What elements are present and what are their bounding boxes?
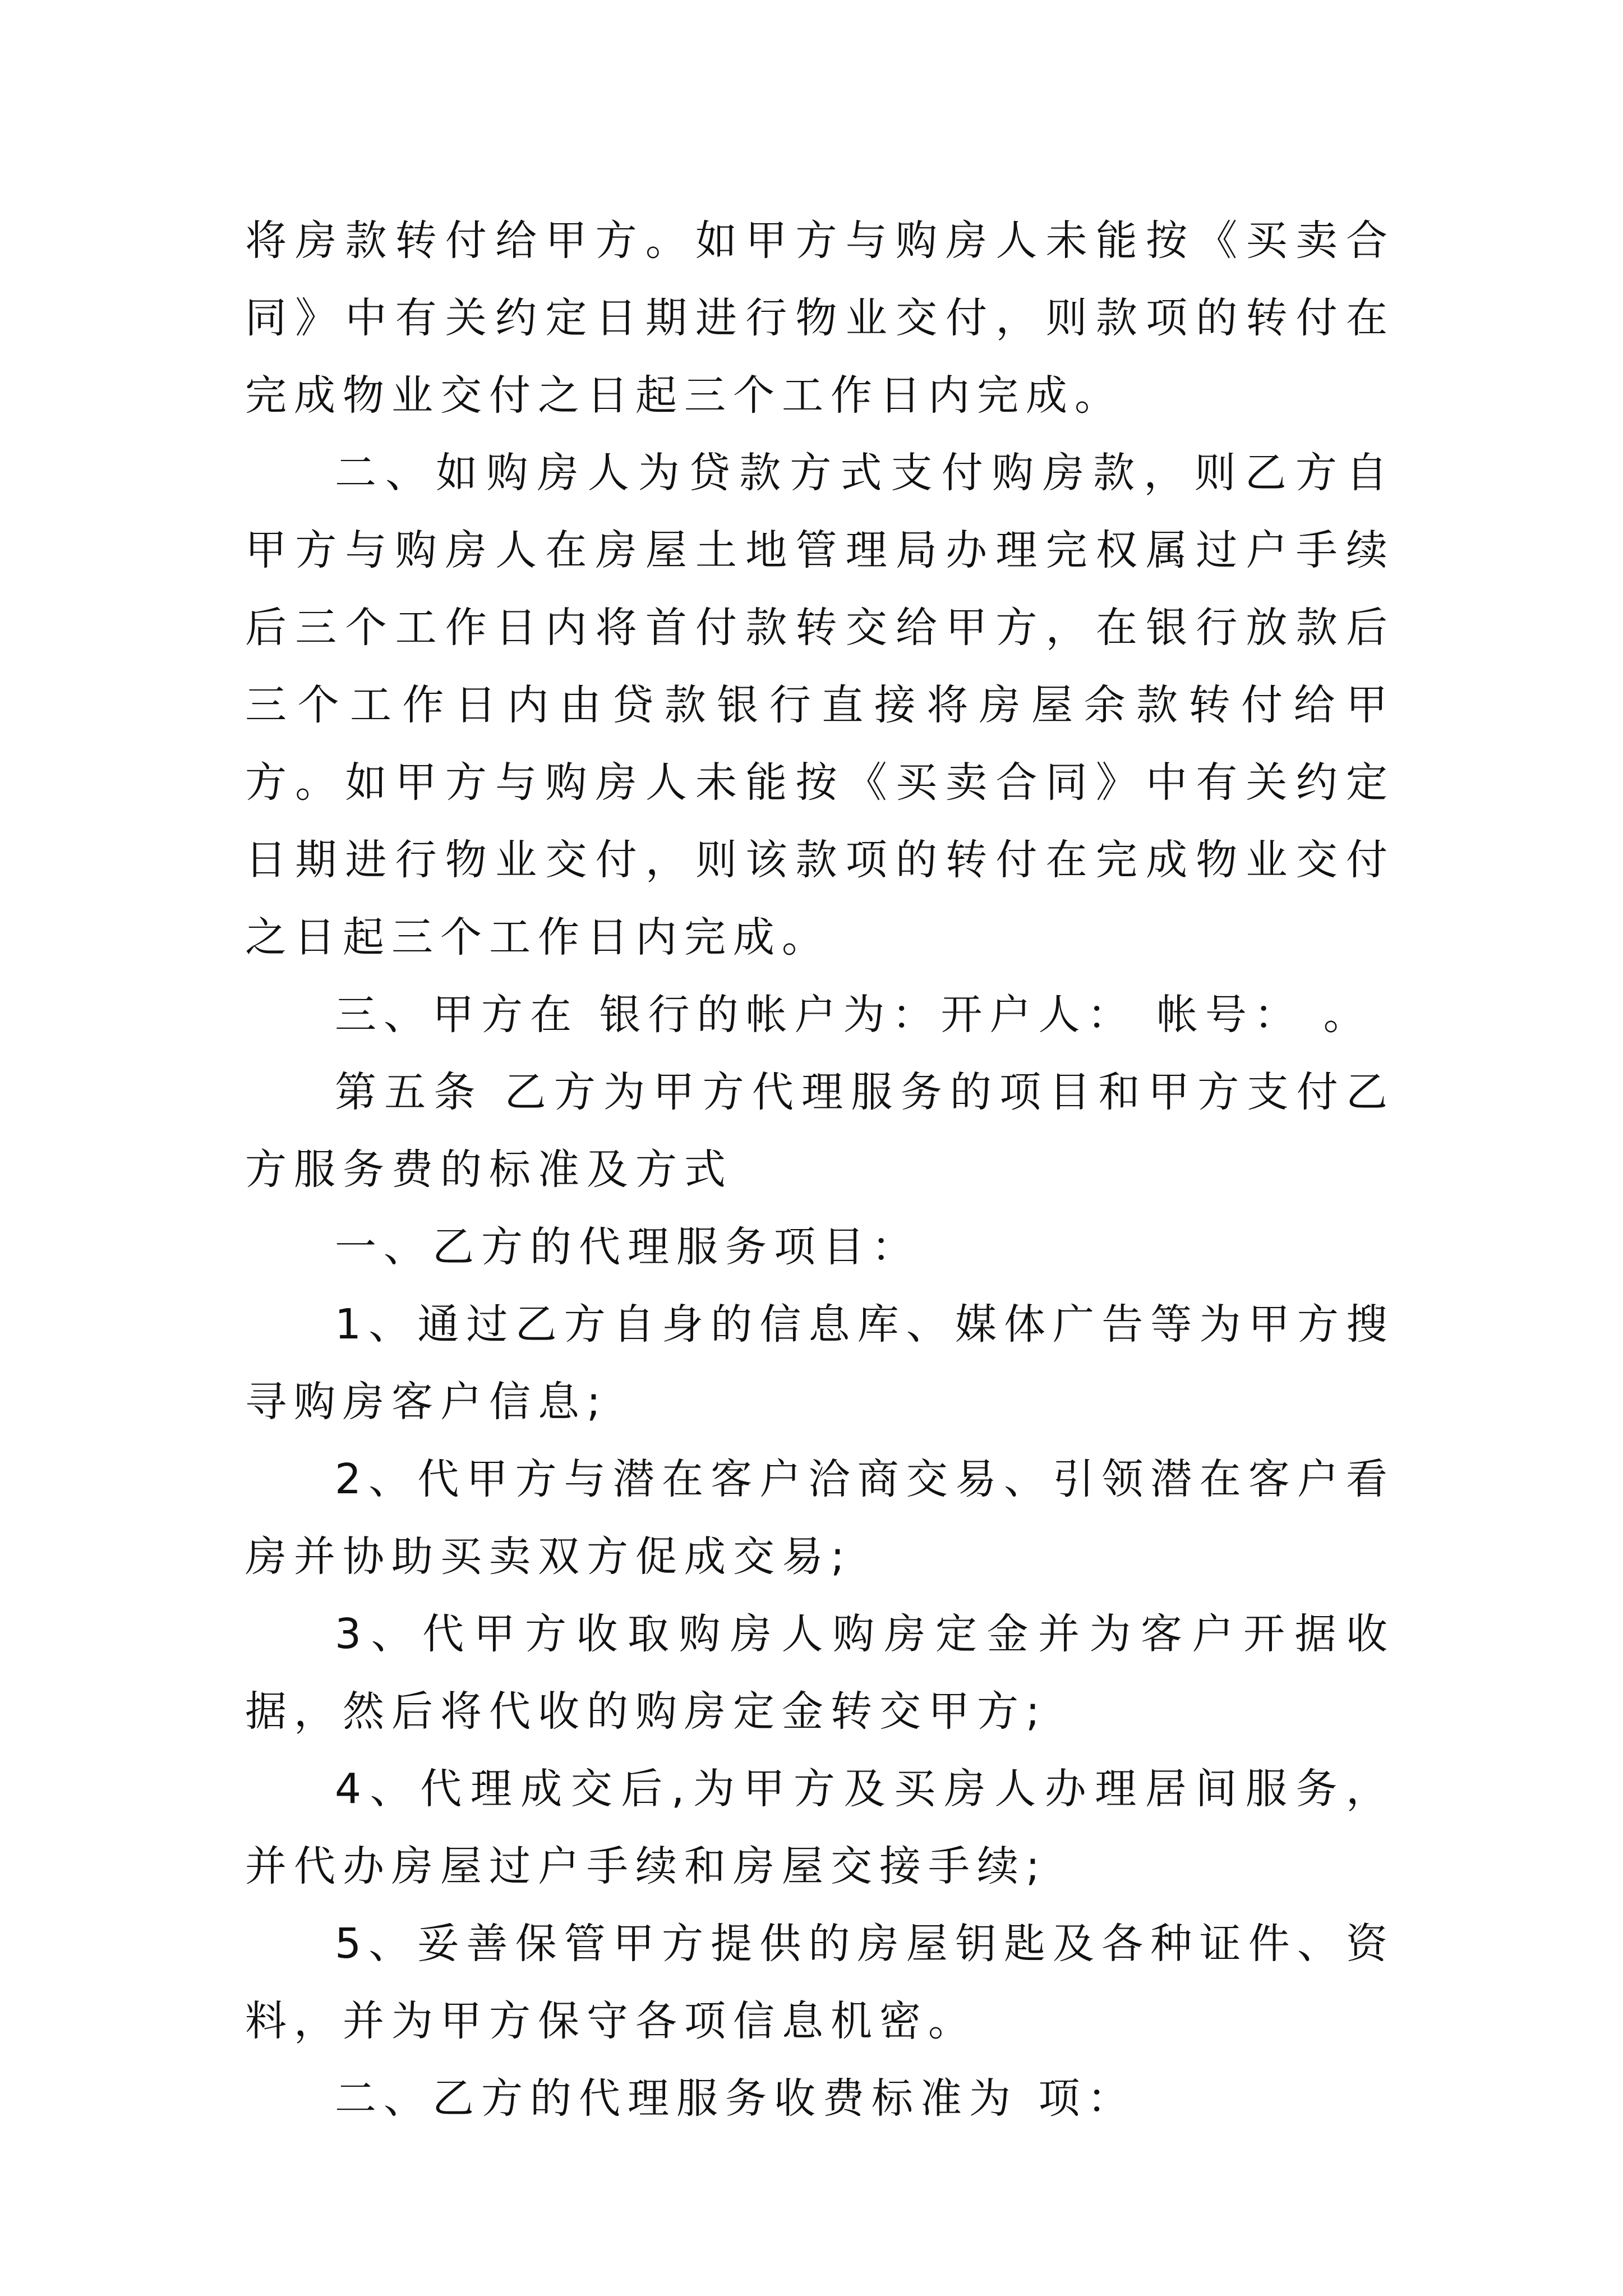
- article-five-heading: 第五条 乙方为甲方代理服务的项目和甲方支付乙方服务费的标准及方式: [245, 1068, 1395, 1194]
- service-item-2: 2、代甲方与潜在客户洽商交易、引领潜在客户看房并协助买卖双方促成交易;: [245, 1455, 1395, 1581]
- section-fee-standard-heading: 二、乙方的代理服务收费标准为 项：: [335, 2074, 1136, 2123]
- paragraph-loan-payment: 二、如购房人为贷款方式支付购房款，则乙方自甲方与购房人在房屋土地管理局办理完权属过户手续后三个工作日内将首付款转交给甲方，在银行放款后三个工作日内由贷款银行直接将房屋余款转付给甲方。如甲方与购房人未能按《买卖合同》中有关约定日期进行物业交付，则该款项的转付在完成物业交付之日起三个工作日内完成。: [245, 449, 1395, 961]
- section-service-items-heading: 一、乙方的代理服务项目：: [335, 1223, 920, 1271]
- paragraph-payment-transfer: 将房款转付给甲方。如甲方与购房人未能按《买卖合同》中有关约定日期进行物业交付，则款项的转付在完成物业交付之日起三个工作日内完成。: [245, 217, 1395, 420]
- paragraph-bank-account: 三、甲方在 银行的帐户为：开户人： 帐号： 。: [335, 991, 1372, 1039]
- document-body: [245, 202, 1395, 2137]
- service-item-1: 1、通过乙方自身的信息库、媒体广告等为甲方搜寻购房客户信息;: [245, 1300, 1395, 1426]
- service-item-5: 5、妥善保管甲方提供的房屋钥匙及各种证件、资料，并为甲方保守各项信息机密。: [245, 1920, 1395, 2045]
- service-item-3: 3、代甲方收取购房人购房定金并为客户开据收据，然后将代收的购房定金转交甲方;: [245, 1610, 1395, 1736]
- service-item-4: 4、代理成交后,为甲方及买房人办理居间服务，并代办房屋过户手续和房屋交接手续;: [245, 1765, 1395, 1890]
